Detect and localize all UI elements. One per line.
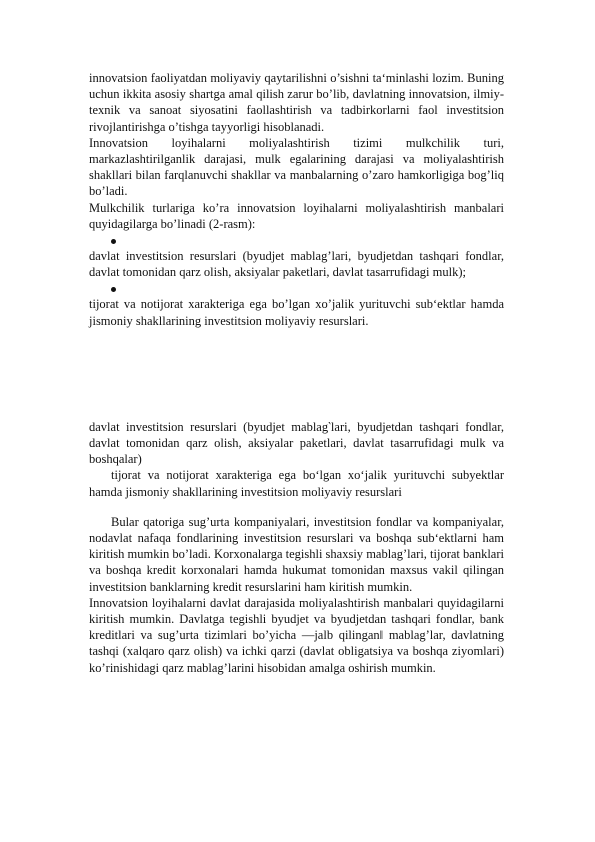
figure-item-commercial: tijorat va notijorat xarakteriga ega bo‘lgan xo‘jalik yurituvchi subyektlar hamda jismoniy shakllarining investitsion moliyaviy resurslari <box>89 468 504 499</box>
paragraph-system: Innovatsion loyihalarni moliyalashtirish tizimi mulkchilik turi, markazlashtirilganlik darajasi, mulk egalarining darajasi va moliyalashtirish shakllari bilan farqlanuvchi shakllar va manbalarning o’zaro hamkorligiga bog’liq bo’ladi. <box>89 135 504 199</box>
bullet-item-commercial-resources: tijorat va notijorat xarakteriga ega bo’lgan xo’jalik yurituvchi sub‘ektlar hamda jismoniy shakllarining investitsion moliyaviy resurslari. <box>89 297 504 328</box>
spacer <box>89 500 504 514</box>
paragraph-state-level: Innovatsion loyihalarni davlat darajasida moliyalashtirish manbalari quyidagilarni kiritish mumkin. Davlatga tegishli byudjet va byudjetdan tashqari fondlar, bank kreditlari va sug’urta tizimlari bo’yicha ―jalb qilingan‖ mablag’lar, davlatning tashqi (xalqaro qarz olish) va ichki qarzi (davlat obligatsiya va boshqa ziyomlari) ko’rinishidagi qarz mablag’larini hisobidan amalga oshirish mumkin. <box>89 595 504 675</box>
paragraph-intro: innovatsion faoliyatdan moliyaviy qaytarilishni o’sishni ta‘minlashi lozim. Buning uchun ikkita asosiy shartga amal qilish zarur bo’lib, davlatning innovatsion, ilmiy-texnik va sanoat siyosatini faollashtirish va tadbirkorlarni faol investitsion rivojlantirishga o’tishga tayyorligi hisoblanadi. <box>89 71 504 134</box>
document-page <box>89 70 504 676</box>
bullet-item-state-resources: davlat investitsion resurslari (byudjet mablag’lari, byudjetdan tashqari fondlar, davlat tomonidan qarz olish, aksiyalar paketlari, davlat tasarrufidagi mulk); <box>89 249 504 280</box>
bullet-marker <box>89 280 504 296</box>
figure-space <box>89 329 504 419</box>
bullet-marker <box>89 232 504 248</box>
paragraph-ownership: Mulkchilik turlariga ko’ra innovatsion loyihalarni moliyalashtirish manbalari quyidagilarga bo’linadi (2-rasm): <box>89 200 504 231</box>
bullet-dot-icon <box>111 239 116 244</box>
bullet-dot-icon <box>111 287 116 292</box>
figure-item-state: davlat investitsion resurslari (byudjet mablag‵lari, byudjetdan tashqari fondlar, davlat tomonidan qarz olish, aksiyalar paketlari, davlat tasarrufidagi mulk va boshqalar) <box>89 419 504 467</box>
paragraph-other-subjects: Bular qatoriga sug’urta kompaniyalari, investitsion fondlar va kompaniyalar, nodavlat nafaqa fondlarining investitsion resurslari va boshqa sub‘ektlarni ham kiritish mumkin bo’ladi. Korxonalarga tegishli shaxsiy mablag’lari, tijorat banklari va boshqa kredit korxonalari hamda hukumat tomonidan maxsus vakil qilingan investitsion banklarning kredit resurslarini ham kiritish mumkin. <box>89 514 504 594</box>
